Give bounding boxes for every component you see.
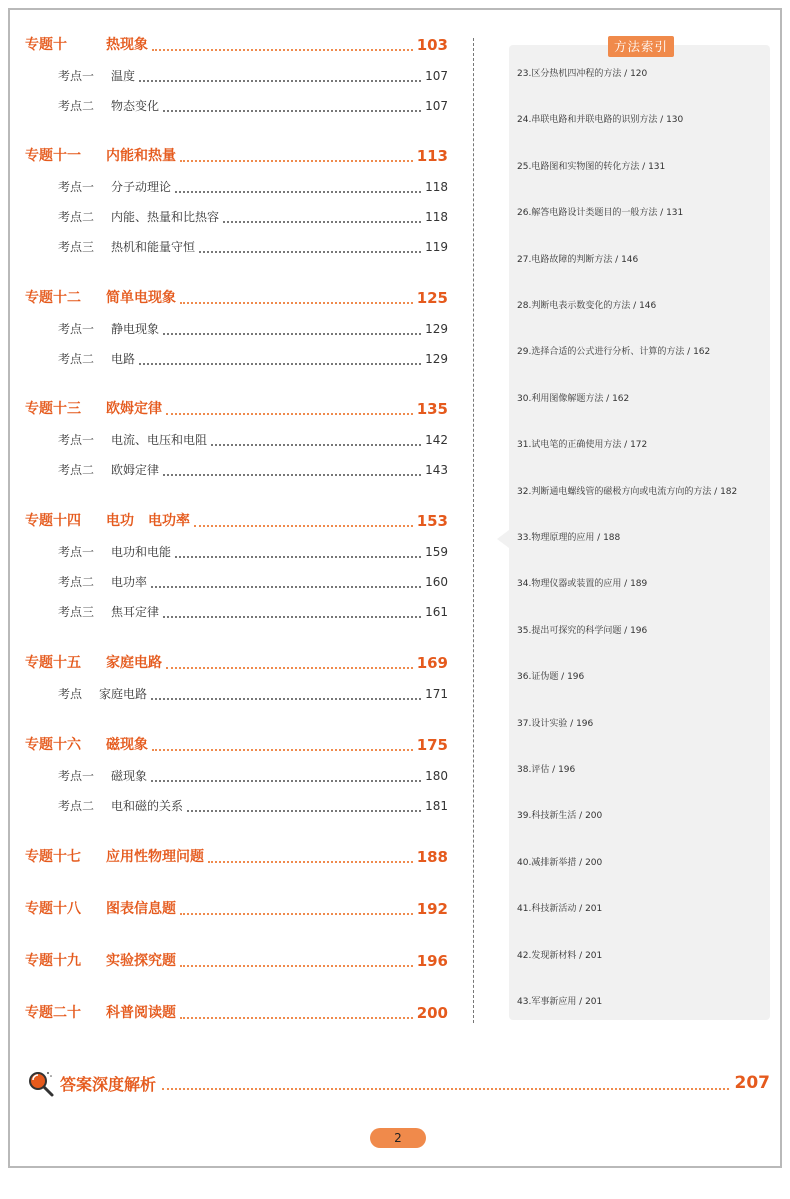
subitem-title: 温度	[111, 69, 136, 83]
topic-number: 专题十九	[25, 953, 81, 969]
topic-number: 专题十三	[25, 401, 81, 417]
subitem-page: 160	[425, 575, 448, 589]
method-index-item[interactable]: 38.评估 / 196	[517, 765, 576, 775]
subitem-label: 考点二	[58, 352, 95, 366]
leader-dots	[163, 615, 421, 618]
subitem-label: 考点三	[58, 605, 95, 619]
toc-subitem-row[interactable]	[25, 237, 448, 257]
method-index-item[interactable]: 33.物理原理的应用 / 188	[517, 533, 621, 543]
leader-dots	[152, 748, 413, 751]
toc-subitem-row[interactable]	[25, 430, 448, 450]
subitem-page: 107	[425, 99, 448, 113]
subitem-title: 电路	[111, 352, 136, 366]
subitem-page: 181	[425, 799, 448, 813]
toc-topic-row[interactable]	[25, 511, 448, 531]
subitem-page: 118	[425, 180, 448, 194]
leader-dots	[194, 524, 413, 527]
leader-dots	[199, 250, 421, 253]
method-index-item[interactable]: 34.物理仪器或装置的应用 / 189	[517, 579, 648, 590]
subitem-label: 考点一	[58, 433, 95, 447]
topic-page: 169	[416, 654, 448, 672]
leader-dots	[166, 666, 413, 669]
topic-page: 188	[416, 848, 448, 866]
leader-dots	[163, 109, 421, 112]
topic-number: 专题十二	[25, 290, 81, 306]
leader-dots	[152, 48, 413, 51]
topic-title: 简单电现象	[106, 290, 176, 306]
topic-number: 专题二十	[25, 1005, 81, 1021]
topic-page: 113	[416, 147, 448, 165]
topic-page: 135	[416, 400, 448, 418]
topic-title: 磁现象	[106, 737, 148, 753]
method-index-item[interactable]: 41.科技新活动 / 201	[517, 904, 603, 915]
topic-title: 电功 电功率	[106, 513, 190, 529]
method-index-item[interactable]: 28.判断电表示数变化的方法 / 146	[517, 301, 657, 311]
subitem-page: 161	[425, 605, 448, 619]
subitem-page: 129	[425, 322, 448, 336]
topic-title: 应用性物理问题	[106, 849, 204, 865]
subitem-label: 考点二	[58, 99, 95, 113]
subitem-page: 119	[425, 240, 448, 254]
topic-title: 内能和热量	[106, 148, 176, 164]
topic-page: 196	[416, 952, 448, 970]
method-index-item[interactable]: 32.判断通电螺线管的磁极方向或电流方向的方法 / 182	[517, 486, 738, 497]
subitem-title: 磁现象	[111, 769, 148, 783]
leader-dots	[175, 190, 421, 193]
topic-number: 专题十五	[25, 655, 81, 671]
toc-subitem-row[interactable]	[25, 207, 448, 227]
leader-dots	[139, 79, 421, 82]
column-divider	[473, 38, 474, 1023]
subitem-page: 129	[425, 352, 448, 366]
subitem-title: 电功率	[111, 575, 148, 589]
method-index-item[interactable]: 40.减排新举措 / 200	[517, 857, 603, 868]
method-index-item[interactable]: 31.试电笔的正确使用方法 / 172	[517, 440, 648, 451]
answer-page: 207	[734, 1073, 770, 1093]
method-index-item[interactable]: 24.串联电路和并联电路的识别方法 / 130	[517, 115, 684, 126]
toc-subitem-row[interactable]	[25, 349, 448, 369]
toc-subitem-row[interactable]	[25, 796, 448, 816]
subitem-label: 考点一	[58, 69, 95, 83]
toc-topic-row[interactable]	[25, 399, 448, 419]
subitem-title: 家庭电路	[99, 687, 148, 701]
toc-topic-row[interactable]	[25, 951, 448, 971]
leader-dots	[166, 412, 413, 415]
leader-dots	[139, 362, 421, 365]
topic-title: 实验探究题	[106, 953, 176, 969]
topic-number: 专题十七	[25, 849, 81, 865]
method-index-item[interactable]: 39.科技新生活 / 200	[517, 811, 603, 822]
method-index-item[interactable]: 25.电路图和实物图的转化方法 / 131	[517, 161, 666, 172]
subitem-title: 内能、热量和比热容	[111, 210, 220, 224]
toc-subitem-row[interactable]	[25, 684, 448, 704]
toc-topic-row[interactable]	[25, 847, 448, 867]
answer-analysis-row[interactable]	[26, 1068, 770, 1098]
subitem-label: 考点二	[58, 799, 95, 813]
subitem-page: 180	[425, 769, 448, 783]
toc-subitem-row[interactable]	[25, 542, 448, 562]
method-index-item[interactable]: 30.利用图像解题方法 / 162	[517, 393, 630, 404]
subitem-title: 焦耳定律	[111, 605, 160, 619]
leader-dots	[180, 159, 413, 162]
subitem-label: 考点二	[58, 210, 95, 224]
toc-topic-row[interactable]	[25, 288, 448, 308]
toc-topic-row[interactable]	[25, 899, 448, 919]
leader-dots	[151, 779, 421, 782]
subitem-label: 考点二	[58, 575, 95, 589]
topic-title: 欧姆定律	[106, 401, 162, 417]
leader-dots	[187, 809, 421, 812]
topic-number: 专题十八	[25, 901, 81, 917]
leader-dots	[180, 301, 413, 304]
subitem-page: 142	[425, 433, 448, 447]
leader-dots	[180, 912, 413, 915]
subitem-title: 热机和能量守恒	[111, 240, 196, 254]
topic-page: 175	[416, 736, 448, 754]
subitem-title: 欧姆定律	[111, 463, 160, 477]
toc-subitem-row[interactable]	[25, 460, 448, 480]
subitem-title: 电功和电能	[111, 545, 172, 559]
leader-dots	[151, 697, 421, 700]
subitem-title: 静电现象	[111, 322, 160, 336]
panel-notch	[497, 530, 509, 548]
topic-number: 专题十	[25, 37, 67, 53]
topic-page: 125	[416, 289, 448, 307]
magnifier-icon	[26, 1068, 56, 1098]
subitem-label: 考点二	[58, 463, 95, 477]
toc-subitem-row[interactable]	[25, 572, 448, 592]
method-index-item[interactable]: 27.电路故障的判断方法 / 146	[517, 254, 639, 265]
leader-dots	[208, 860, 413, 863]
leader-dots	[223, 220, 421, 223]
method-index-item[interactable]: 43.军事新应用 / 201	[517, 997, 603, 1007]
subitem-label: 考点一	[58, 545, 95, 559]
subitem-page: 107	[425, 69, 448, 83]
leader-dots	[180, 1016, 413, 1019]
topic-title: 图表信息题	[106, 901, 176, 917]
subitem-title: 分子动理论	[111, 180, 172, 194]
method-index-item[interactable]: 42.发现新材料 / 201	[517, 950, 603, 961]
answer-label: 答案深度解析	[60, 1074, 157, 1094]
leader-dots	[211, 443, 421, 446]
topic-title: 科普阅读题	[106, 1005, 176, 1021]
topic-number: 专题十一	[25, 148, 81, 164]
method-index-item[interactable]: 37.设计实验 / 196	[517, 718, 594, 729]
leader-dots	[180, 964, 413, 967]
toc-topic-row[interactable]	[25, 35, 448, 55]
subitem-page: 159	[425, 545, 448, 559]
leader-dots	[151, 585, 421, 588]
topic-number: 专题十六	[25, 737, 81, 753]
method-index-title: 方法索引	[608, 36, 674, 57]
method-index-item[interactable]: 36.证伪题 / 196	[517, 672, 585, 683]
toc-subitem-row[interactable]	[25, 602, 448, 622]
toc-subitem-row[interactable]	[25, 766, 448, 786]
subitem-title: 物态变化	[111, 99, 160, 113]
toc-topic-row[interactable]	[25, 146, 448, 166]
leader-dots	[163, 473, 421, 476]
subitem-title: 电流、电压和电阻	[111, 433, 208, 447]
toc-subitem-row[interactable]	[25, 66, 448, 86]
topic-title: 家庭电路	[106, 655, 162, 671]
subitem-label: 考点一	[58, 769, 95, 783]
subitem-label: 考点三	[58, 240, 95, 254]
toc-subitem-row[interactable]	[25, 96, 448, 116]
method-index-item[interactable]: 29.选择合适的公式进行分析、计算的方法 / 162	[517, 347, 711, 358]
subitem-page: 143	[425, 463, 448, 477]
method-index-item[interactable]: 35.提出可探究的科学问题 / 196	[517, 625, 648, 636]
toc-topic-row[interactable]	[25, 735, 448, 755]
toc-topic-row[interactable]	[25, 1003, 448, 1023]
subitem-label: 考点	[58, 687, 83, 701]
page-number: 2	[370, 1128, 426, 1148]
subitem-page: 171	[425, 687, 448, 701]
subitem-page: 118	[425, 210, 448, 224]
topic-page: 103	[416, 36, 448, 54]
method-index-item[interactable]: 23.区分热机四冲程的方法 / 120	[517, 69, 648, 79]
topic-page: 192	[416, 900, 448, 918]
toc-subitem-row[interactable]	[25, 177, 448, 197]
topic-page: 153	[416, 512, 448, 530]
leader-dots	[163, 332, 421, 335]
topic-number: 专题十四	[25, 513, 81, 529]
leader-dots	[175, 555, 421, 558]
subitem-title: 电和磁的关系	[111, 799, 184, 813]
subitem-label: 考点一	[58, 180, 95, 194]
toc-topic-row[interactable]	[25, 653, 448, 673]
toc-subitem-row[interactable]	[25, 319, 448, 339]
subitem-label: 考点一	[58, 322, 95, 336]
leader-dots	[162, 1087, 728, 1090]
topic-page: 200	[416, 1004, 448, 1022]
topic-title: 热现象	[106, 37, 148, 53]
method-index-item[interactable]: 26.解答电路设计类题目的一般方法 / 131	[517, 208, 684, 219]
